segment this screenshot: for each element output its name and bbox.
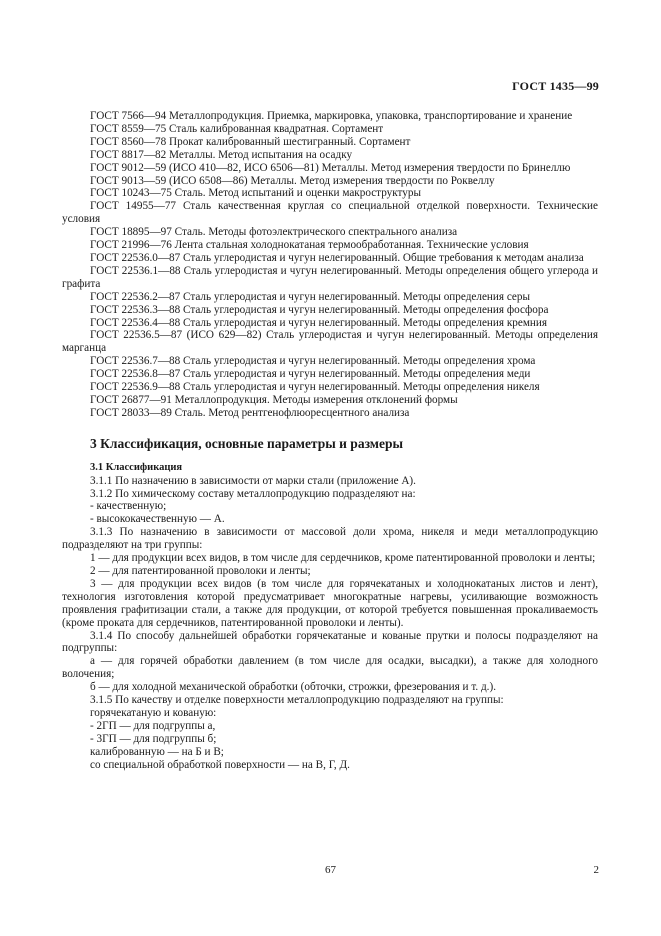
- reference-item: ГОСТ 10243—75 Сталь. Метод испытаний и оценки макроструктуры: [90, 187, 421, 200]
- sheet-number: 2: [593, 864, 599, 876]
- reference-item: ГОСТ 22536.2—87 Сталь углеродистая и чугун нелегированный. Методы определения серы: [90, 290, 531, 303]
- paragraph: 2 — для патентированной проволоки и ленты;: [90, 565, 311, 577]
- reference-item: ГОСТ 22536.7—88 Сталь углеродистая и чугун нелегированный. Методы определения хрома: [90, 355, 536, 368]
- paragraph: со специальной обработкой поверхности — на В, Г, Д.: [90, 758, 350, 771]
- page-number: 67: [325, 864, 336, 876]
- paragraph: - качественную;: [90, 500, 167, 513]
- reference-item: ГОСТ 26877—91 Металлопродукция. Методы измерения отклонений формы: [90, 393, 458, 406]
- reference-item: ГОСТ 22536.3—88 Сталь углеродистая и чугун нелегированный. Методы определения фосфора: [90, 303, 549, 316]
- reference-item: ГОСТ 28033—89 Сталь. Метод рентгенофлюоресцентного анализа: [90, 406, 410, 419]
- reference-item: ГОСТ 18895—97 Сталь. Методы фотоэлектрического спектрального анализа: [90, 226, 458, 239]
- section-title: 3 Классификация, основные параметры и размеры: [90, 435, 404, 451]
- paragraph: 1 — для продукции всех видов, в том числе для сердечников, кроме патентированной проволоки и ленты;: [90, 552, 596, 565]
- document-body: [62, 110, 598, 772]
- reference-item: ГОСТ 22536.4—88 Сталь углеродистая и чугун нелегированный. Методы определения кремния: [90, 316, 548, 329]
- reference-item: ГОСТ 21996—76 Лента стальная холоднокатаная термообработанная. Технические условия: [90, 239, 529, 252]
- paragraph: 3.1.5 По качеству и отделке поверхности металлопродукцию подразделяют на группы:: [90, 694, 504, 707]
- paragraph: 3.1.2 По химическому составу металлопродукцию подразделяют на:: [90, 487, 416, 500]
- reference-item: ГОСТ 22536.8—87 Сталь углеродистая и чугун нелегированный. Методы определения меди: [90, 368, 531, 381]
- page-header: ГОСТ 1435—99: [512, 79, 599, 93]
- reference-item: ГОСТ 22536.1—88 Сталь углеродистая и чугун нелегированный. Методы определения общего углерода и графита: [62, 264, 598, 290]
- paragraph: калиброванную — на Б и В;: [90, 745, 224, 758]
- paragraph: 3.1.3 По назначению в зависимости от массовой доли хрома, никеля и меди металлопродукцию подразделяют на три группы:: [62, 526, 598, 552]
- reference-item: ГОСТ 22536.0—87 Сталь углеродистая и чугун нелегированный. Общие требования к методам анализа: [90, 251, 584, 264]
- reference-item: ГОСТ 22536.9—88 Сталь углеродистая и чугун нелегированный. Методы определения никеля: [90, 381, 540, 394]
- reference-item: ГОСТ 9012—59 (ИСО 410—82, ИСО 6506—81) Металлы. Метод измерения твердости по Бринеллю: [90, 161, 571, 174]
- paragraph: - 3ГП — для подгруппы б;: [90, 732, 217, 745]
- paragraph: 3.1.1 По назначению в зависимости от марки стали (приложение А).: [90, 474, 416, 487]
- reference-item: ГОСТ 8560—78 Прокат калиброванный шестигранный. Сортамент: [90, 135, 411, 148]
- reference-item: ГОСТ 8817—82 Металлы. Метод испытания на осадку: [90, 148, 353, 161]
- paragraph: 3 — для продукции всех видов (в том числе для горячекатаных и холоднокатаных листов и лент), технология изготовления которой предусматривает многократные нагревы, усиливающие возможность проявления графитизации стали, а также для продукции, от которой требуется повышенная прокаливаемость (кроме проката для сердечников, патентированной проволоки и ленты).: [62, 577, 598, 629]
- paragraph: 3.1.4 По способу дальнейшей обработки горячекатаные и кованые прутки и полосы подразделяют на подгруппы:: [62, 629, 598, 655]
- paragraph: а — для горячей обработки давлением (в том числе для осадки, высадки), а также для холодного волочения;: [62, 655, 598, 681]
- reference-item: ГОСТ 7566—94 Металлопродукция. Приемка, маркировка, упаковка, транспортирование и хранение: [90, 110, 573, 122]
- reference-item: ГОСТ 14955—77 Сталь качественная круглая со специальной отделкой поверхности. Технические условия: [62, 200, 598, 226]
- paragraph: - 2ГП — для подгруппы а,: [90, 719, 216, 732]
- paragraph: горячекатаную и кованую:: [90, 706, 217, 719]
- paragraph: - высококачественную — А.: [90, 513, 225, 526]
- reference-item: ГОСТ 9013—59 (ИСО 6508—86) Металлы. Метод измерения твердости по Роквеллу: [90, 174, 495, 187]
- subsection-title: 3.1 Классификация: [90, 461, 183, 473]
- section-paragraphs: [62, 475, 598, 772]
- references-list: [62, 110, 598, 420]
- reference-item: ГОСТ 8559—75 Сталь калиброванная квадратная. Сортамент: [90, 122, 384, 135]
- reference-item: ГОСТ 22536.5—87 (ИСО 629—82) Сталь углеродистая и чугун нелегированный. Методы определения марганца: [62, 329, 598, 355]
- paragraph: б — для холодной механической обработки (обточки, строжки, фрезерования и т. д.).: [90, 681, 496, 694]
